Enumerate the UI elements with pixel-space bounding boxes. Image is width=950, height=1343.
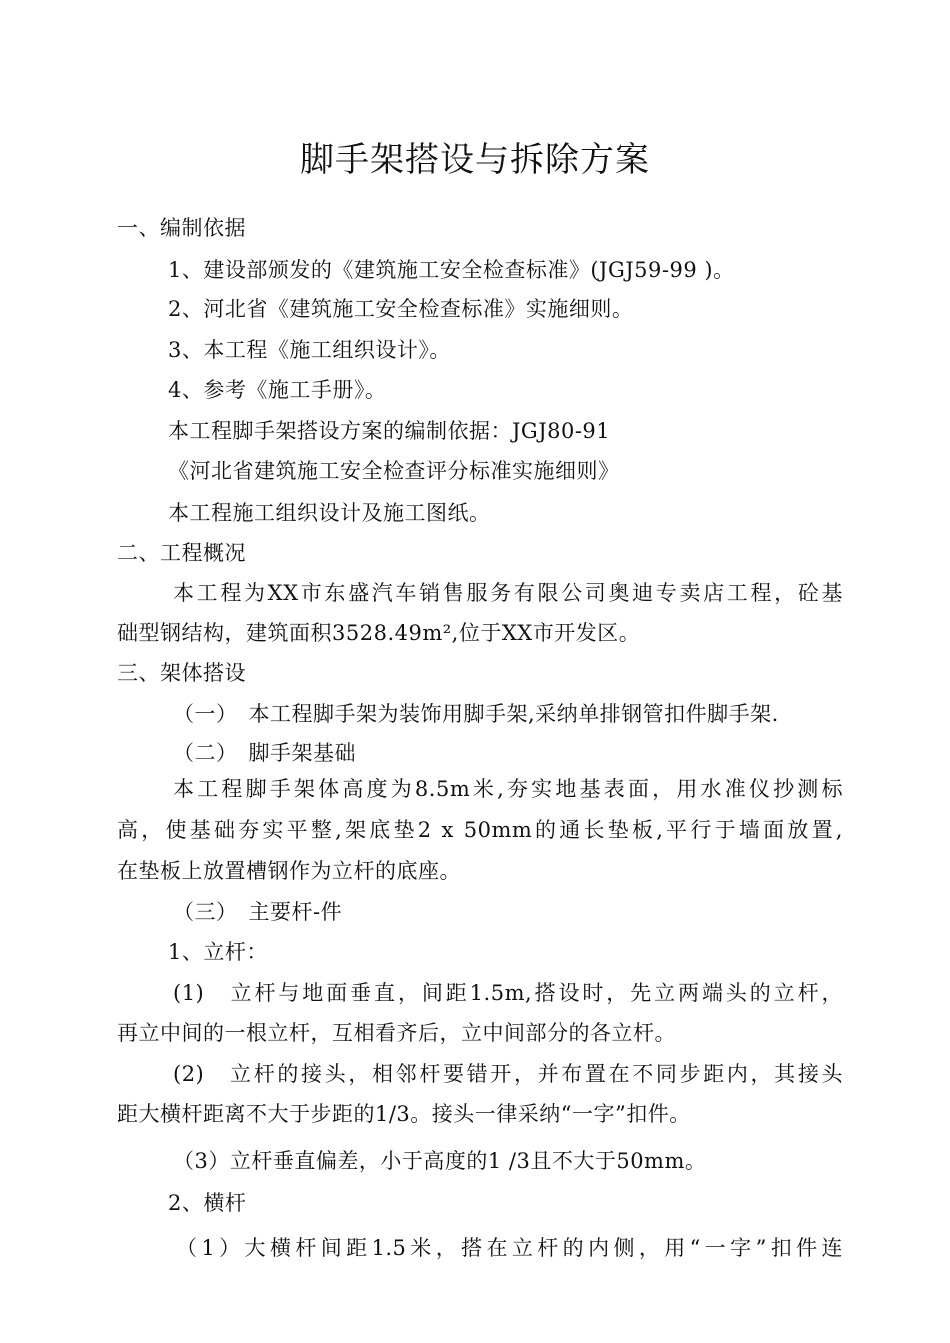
- section-heading-scaffold: 三、架体搭设: [117, 661, 246, 685]
- document-title: 脚手架搭设与拆除方案: [300, 140, 650, 180]
- basis-item-1: 1、建设部颁发的《建筑施工安全检查标准》(JGJ59-99 )。: [168, 258, 735, 282]
- upright-item-1: 再立中间的一根立杆，互相看齐后，立中间部分的各立杆。: [117, 1021, 676, 1045]
- upright-item-2: 距大横杆距离不大于步距的1/3。接头一律采纳“一字”扣件。: [117, 1102, 691, 1126]
- upright-item-1: (1) 立杆与地面垂直，间距1.5m,搭设时，先立两端头的立杆，: [173, 981, 843, 1005]
- subsection-3-heading: （三） 主要杆-件: [173, 900, 343, 924]
- overview-paragraph: 本工程为XX市东盛汽车销售服务有限公司奥迪专卖店工程，砼基: [173, 581, 843, 605]
- basis-item-3: 3、本工程《施工组织设计》。: [168, 338, 451, 362]
- upright-item-3: （3）立杆垂直偏差，小于高度的1 /3且不大于50mm。: [173, 1149, 707, 1173]
- crossbar-item-1: （1）大横杆间距1.5米，搭在立杆的内侧，用“一字”扣件连: [176, 1236, 843, 1260]
- overview-paragraph: 础型钢结构，建筑面积3528.49m²,位于XX市开发区。: [117, 621, 641, 645]
- subsection-2-heading: （二） 脚手架基础: [173, 741, 356, 765]
- basis-paragraph: 《河北省建筑施工安全检查评分标准实施细则》: [168, 459, 620, 483]
- section-heading-overview: 二、工程概况: [117, 541, 246, 565]
- basis-paragraph: 本工程施工组织设计及施工图纸。: [168, 501, 491, 525]
- basis-item-2: 2、河北省《建筑施工安全检查标准》实施细则。: [168, 297, 634, 321]
- basis-paragraph: 本工程脚手架搭设方案的编制依据：JGJ80-91: [168, 419, 611, 443]
- crossbar-heading: 2、横杆: [168, 1191, 247, 1215]
- foundation-paragraph: 高，使基础夯实平整,架底垫2 x 50mm的通长垫板,平行于墙面放置,: [117, 818, 843, 842]
- upright-heading: 1、立杆：: [168, 940, 268, 964]
- subsection-1: （一） 本工程脚手架为装饰用脚手架,采纳单排钢管扣件脚手架.: [173, 702, 779, 726]
- foundation-paragraph: 在垫板上放置槽钢作为立杆的底座。: [117, 859, 461, 883]
- foundation-paragraph: 本工程脚手架体高度为8.5m米,夯实地基表面，用水准仪抄测标: [173, 777, 843, 801]
- basis-item-4: 4、参考《施工手册》。: [168, 378, 387, 402]
- upright-item-2: (2) 立杆的接头，相邻杆要错开，并布置在不同步距内，其接头: [173, 1062, 843, 1086]
- section-heading-basis: 一、编制依据: [117, 216, 246, 240]
